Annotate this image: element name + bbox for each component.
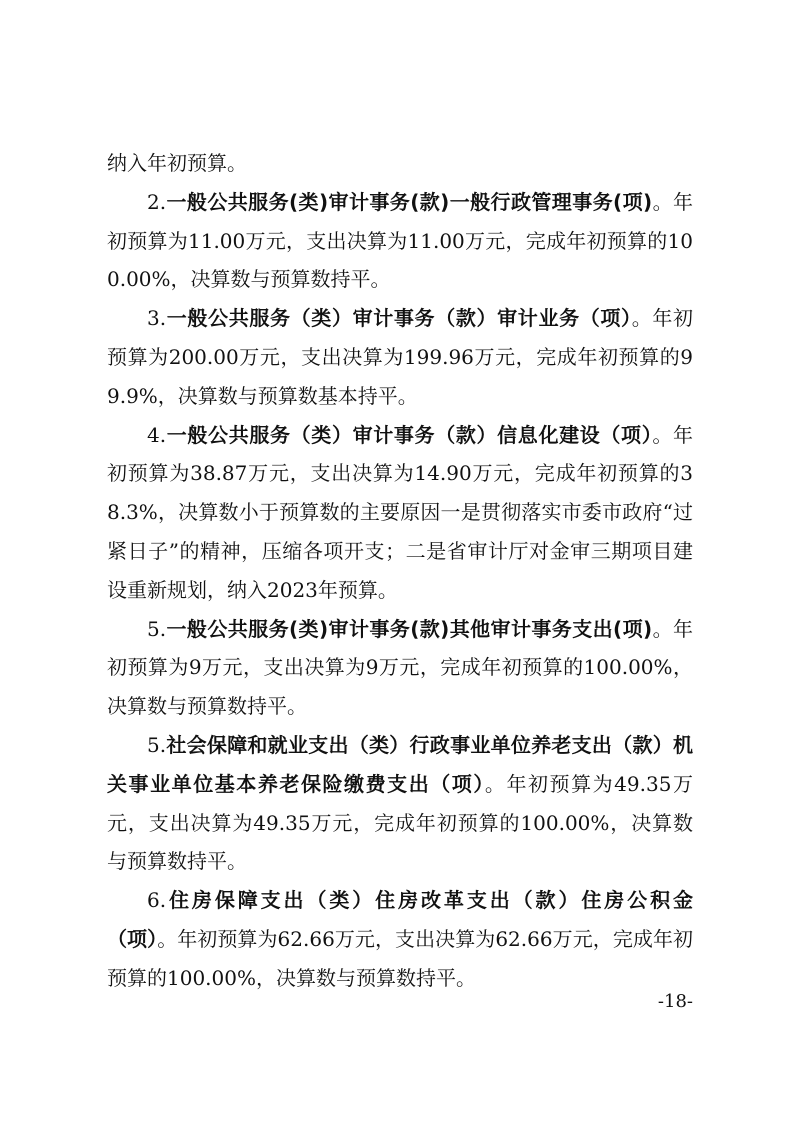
paragraph-item-5a (107, 610, 693, 726)
item-number: 5. (147, 616, 167, 641)
paragraph-body: 。年初预算为200.00万元，支出决算为199.96万元，完成年初预算的99.9%，决算数与预算数基本持平。 (107, 306, 694, 408)
item-number: 5. (147, 732, 167, 757)
paragraph-item-6 (107, 881, 693, 997)
paragraph-item-3 (107, 299, 693, 415)
item-number: 3. (147, 306, 167, 331)
item-heading: 一般公共服务(类)审计事务(款)一般行政管理事务(项) (166, 189, 653, 214)
paragraph-body: 纳入年初预算。 (107, 151, 247, 175)
item-heading: 一般公共服务(类)审计事务(款)其他审计事务支出(项) (166, 616, 653, 641)
item-number: 4. (147, 422, 167, 447)
paragraph-item-5b (107, 726, 693, 881)
item-heading: 住房保障支出（类）住房改革支出（款）住房公积金（项） (107, 888, 693, 951)
paragraph-body: 。年初预算为49.35万元，支出决算为49.35万元，完成年初预算的100.00%，决算数与预算数持平。 (107, 771, 693, 874)
item-heading: 一般公共服务（类）审计事务（款）审计业务（项） (166, 306, 632, 331)
item-heading: 社会保障和就业支出（类）行政事业单位养老支出（款）机关事业单位基本养老保险缴费支出（项） (107, 732, 693, 796)
document-body (107, 144, 693, 998)
paragraph-item-2 (107, 183, 693, 299)
page-number: -18- (657, 991, 693, 1012)
item-number: 2. (147, 189, 167, 214)
paragraph-item-4 (107, 416, 693, 610)
paragraph-body: 。年初预算为11.00万元，支出决算为11.00万元，完成年初预算的100.00%，决算数与预算数持平。 (107, 189, 694, 292)
paragraph-continuation (107, 144, 693, 183)
item-heading: 一般公共服务（类）审计事务（款）信息化建设（项） (166, 422, 653, 447)
item-number: 6. (147, 888, 167, 913)
paragraph-body: 。年初预算为9万元，支出决算为9万元，完成年初预算的100.00%，决算数与预算数持平。 (107, 616, 694, 719)
paragraph-body: 。年初预算为62.66万元，支出决算为62.66万元，完成年初预算的100.00%，决算数与预算数持平。 (107, 926, 694, 990)
paragraph-body: 。年初预算为38.87万元，支出决算为14.90万元，完成年初预算的38.3%，决算数小于预算数的主要原因一是贯彻落实市委市政府“过紧日子”的精神，压缩各项开支；二是省审计厅对金审三期项目建设重新规划，纳入2023年预算。 (107, 422, 694, 602)
